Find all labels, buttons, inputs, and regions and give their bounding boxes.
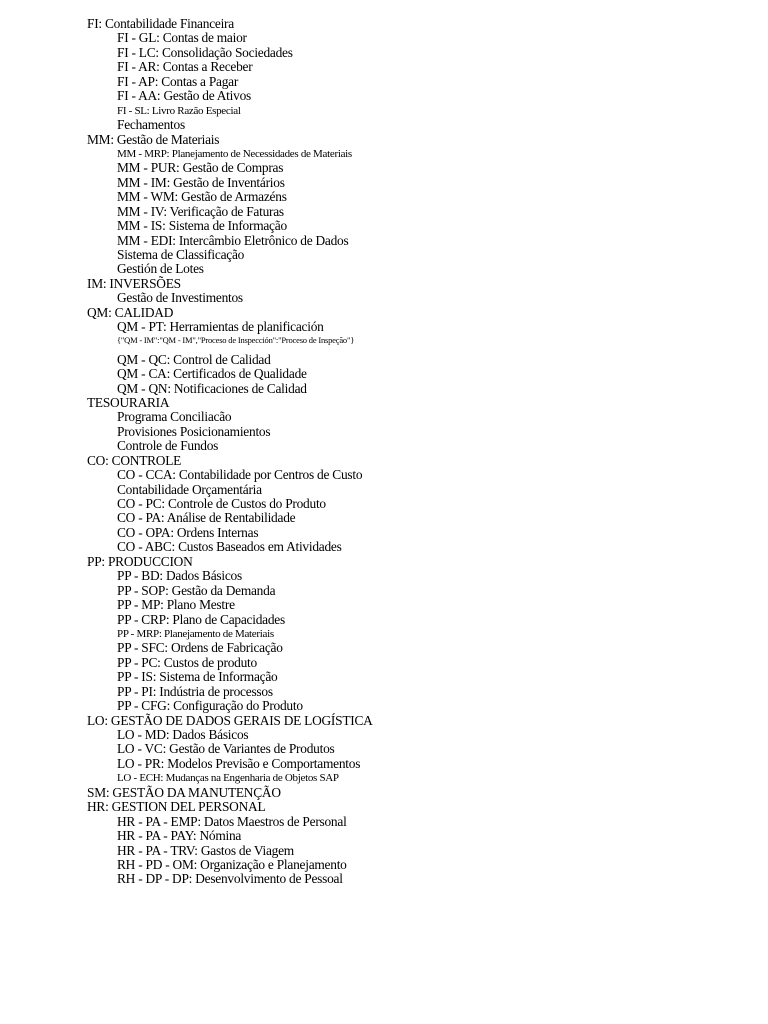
module-heading: LO: GESTÃO DE DADOS GERAIS DE LOGÍSTICA xyxy=(87,712,373,728)
submodule-item: FI - LC: Consolidação Sociedades xyxy=(117,44,293,60)
submodule-item: CO - CCA: Contabilidade por Centros de Custo xyxy=(117,467,363,483)
module-heading: FI: Contabilidade Financeira xyxy=(87,16,234,31)
submodule-item: QM - PT: Herramientas de planificación xyxy=(117,319,324,335)
submodule-item: QM - CA: Certificados de Qualidade xyxy=(117,366,307,382)
submodule-item: CO - PA: Análise de Rentabilidade xyxy=(117,510,296,526)
submodule-item: LO - VC: Gestão de Variantes de Produtos xyxy=(117,741,335,757)
submodule-item: CO - OPA: Ordens Internas xyxy=(117,524,259,540)
submodule-item: PP - SOP: Gestão da Demanda xyxy=(117,582,276,598)
submodule-item: HR - PA - PAY: Nómina xyxy=(117,828,242,844)
submodule-item: MM - WM: Gestão de Armazéns xyxy=(117,189,287,205)
submodule-item: MM - IV: Verificação de Faturas xyxy=(117,203,284,219)
submodule-item: MM - IM: Gestão de Inventários xyxy=(117,174,285,190)
submodule-item: LO - MD: Dados Básicos xyxy=(117,727,249,742)
submodule-item: PP - MRP: Planejamento de Materiais xyxy=(117,627,274,640)
submodule-item: Gestão de Investimentos xyxy=(117,290,243,306)
submodule-item: MM - MRP: Planejamento de Necessidades de Materiais xyxy=(117,147,352,160)
submodule-item: MM - PUR: Gestão de Compras xyxy=(117,160,284,176)
submodule-item: PP - BD: Dados Básicos xyxy=(117,568,242,584)
submodule-item: PP - CFG: Configuração do Produto xyxy=(117,698,303,714)
submodule-item: QM - QN: Notificaciones de Calidad xyxy=(117,380,307,396)
submodule-item: RH - PD - OM: Organização e Planejamento xyxy=(117,856,347,872)
submodule-item: PP - MP: Plano Mestre xyxy=(117,597,235,613)
submodule-item: Programa Conciliacão xyxy=(117,409,232,425)
submodule-item: Contabilidade Orçamentária xyxy=(117,481,262,497)
module-tree xyxy=(87,17,747,887)
submodule-item: FI - GL: Contas de maior xyxy=(117,30,247,46)
module-heading: QM: CALIDAD xyxy=(87,304,174,320)
submodule-item: FI - AR: Contas a Receber xyxy=(117,59,253,75)
submodule-item: LO - ECH: Mudanças na Engenharia de Objetos SAP xyxy=(117,772,339,785)
submodule-item: PP - PC: Custos de produto xyxy=(117,654,257,670)
submodule-item: FI - AP: Contas a Pagar xyxy=(117,73,239,89)
submodule-item: PP - IS: Sistema de Informação xyxy=(117,669,278,685)
module-heading: SM: GESTÃO DA MANUTENÇÃO xyxy=(87,784,281,800)
submodule-item: PP - CRP: Plano de Capacidades xyxy=(117,611,285,627)
submodule-item: CO - ABC: Custos Baseados em Atividades xyxy=(117,539,342,555)
submodule-item: CO - PC: Controle de Custos do Produto xyxy=(117,496,326,511)
submodule-item: {"QM - IM":"QM - IM","Proceso de Inspección":"Proceso de Inspeção"} xyxy=(117,334,355,345)
submodule-item: HR - PA - EMP: Datos Maestros de Personal xyxy=(117,813,347,829)
submodule-item: Gestión de Lotes xyxy=(117,261,204,277)
submodule-item: QM - QC: Control de Calidad xyxy=(117,351,271,367)
module-heading: HR: GESTION DEL PERSONAL xyxy=(87,799,266,815)
submodule-item: HR - PA - TRV: Gastos de Viagem xyxy=(117,842,294,858)
submodule-item: MM - EDI: Intercâmbio Eletrônico de Dados xyxy=(117,232,349,248)
submodule-item: LO - PR: Modelos Previsão e Comportamentos xyxy=(117,755,361,771)
submodule-item: RH - DP - DP: Desenvolvimento de Pessoal xyxy=(117,871,343,887)
submodule-item: Sistema de Classificação xyxy=(117,247,245,262)
submodule-item: PP - SFC: Ordens de Fabricação xyxy=(117,640,283,656)
submodule-item: FI - SL: Livro Razão Especial xyxy=(117,104,241,117)
module-heading: TESOURARIA xyxy=(87,394,170,410)
submodule-item: MM - IS: Sistema de Informação xyxy=(117,218,287,234)
module-heading: MM: Gestão de Materiais xyxy=(87,131,220,147)
module-heading: IM: INVERSÕES xyxy=(87,275,181,291)
submodule-item: PP - PI: Indústria de processos xyxy=(117,683,273,699)
submodule-item: Controle de Fundos xyxy=(117,438,219,454)
module-heading: PP: PRODUCCION xyxy=(87,553,193,569)
module-heading: CO: CONTROLE xyxy=(87,452,182,468)
submodule-item: Provisiones Posicionamientos xyxy=(117,423,271,439)
submodule-item: Fechamentos xyxy=(117,117,185,133)
submodule-item: FI - AA: Gestão de Ativos xyxy=(117,88,251,104)
